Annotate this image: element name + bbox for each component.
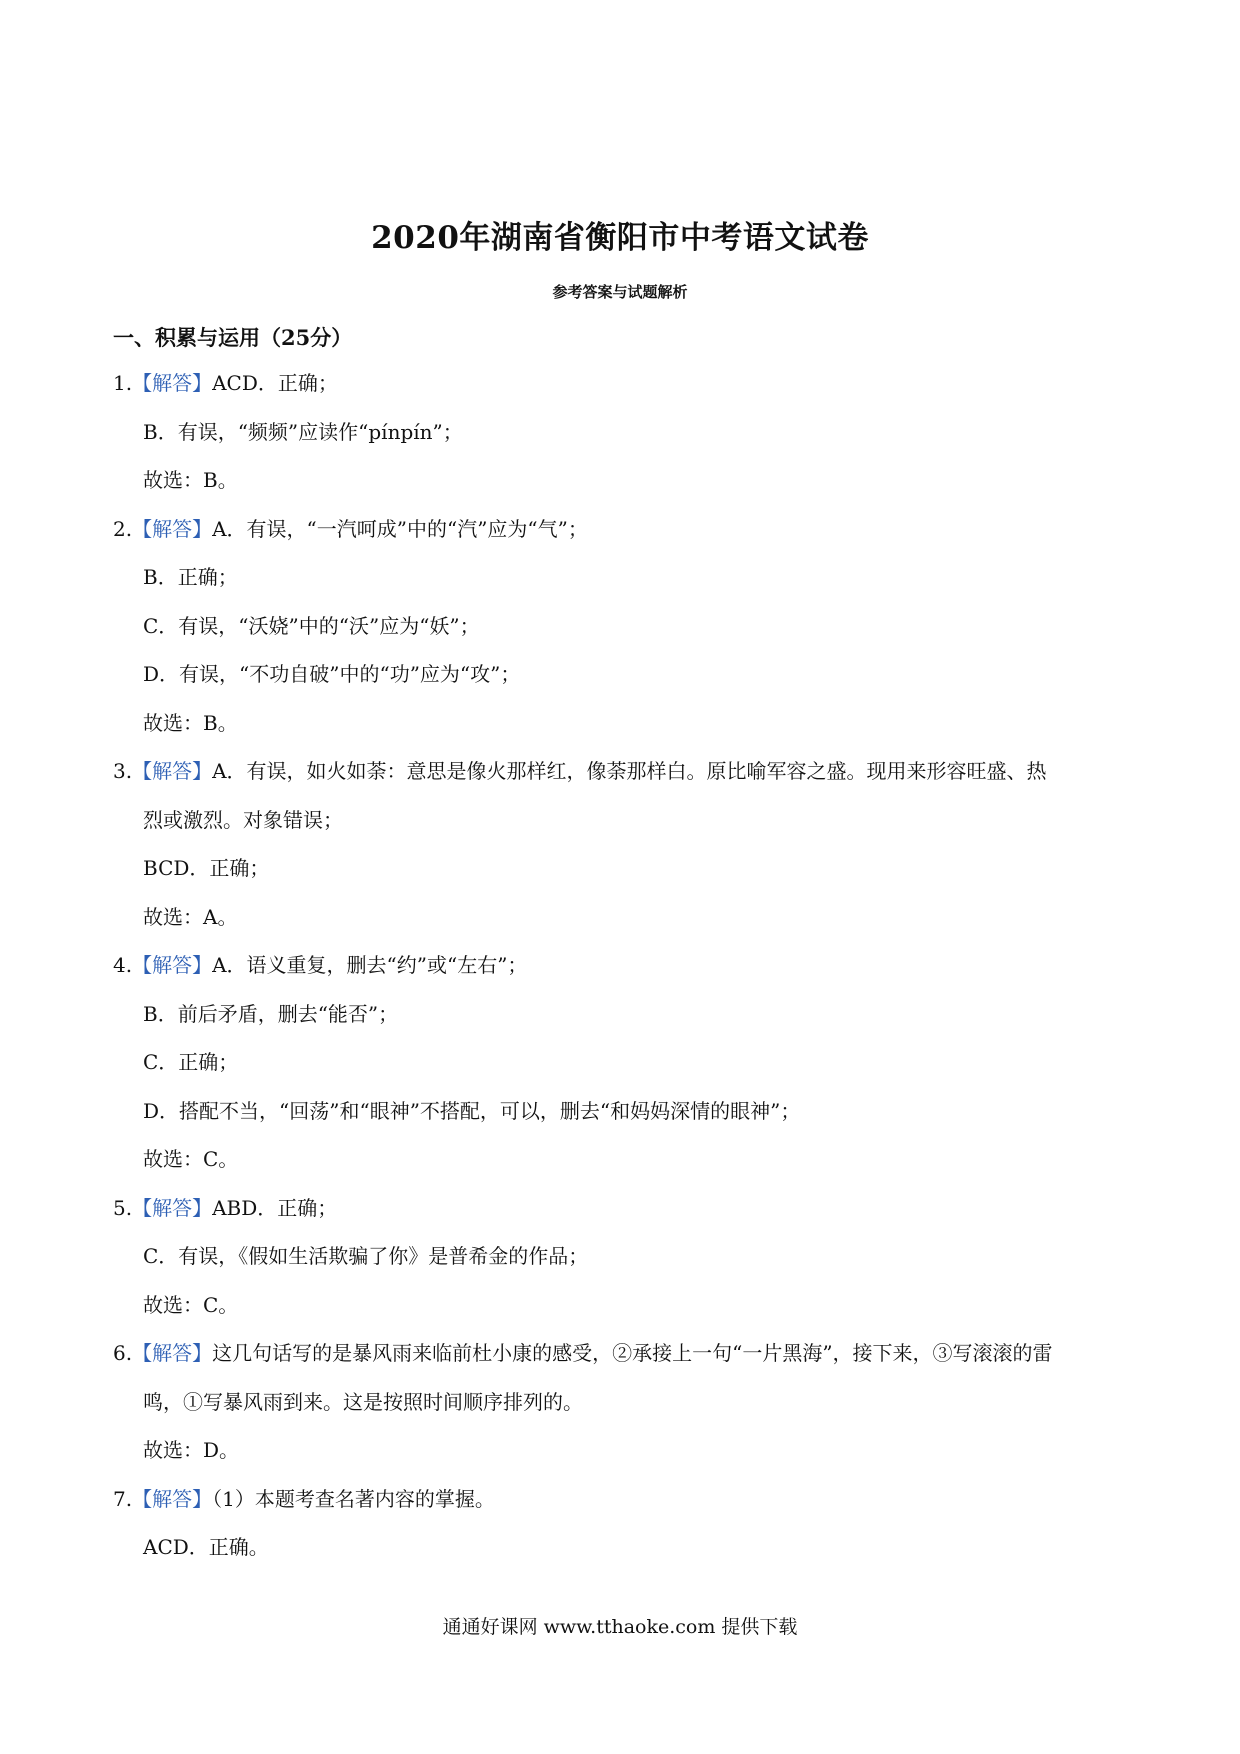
answer-text: D．有误，“不功自破”中的“功”应为“攻”； [143,662,521,686]
answer-list [113,365,1133,1578]
answer-line [113,899,1133,948]
answer-line [113,1432,1133,1481]
answer-tag: 【解答】 [132,371,213,395]
answer-tag: 【解答】 [132,1341,213,1365]
answer-text: A．有误，“一汽呵成”中的“汽”应为“气”； [212,516,588,541]
question-number: 5. [113,1195,133,1220]
answer-text: C．有误，“沃娆”中的“沃”应为“妖”； [143,613,480,638]
answer-text: B．前后矛盾，删去“能否”； [143,1001,399,1026]
answer-text: 烈或激烈。对象错误； [143,807,343,832]
question-number: 7. [113,1486,133,1511]
answer-text: 故选：B。 [143,468,238,492]
answer-line [113,1238,1133,1287]
answer-text: 这几句话写的是暴风雨来临前杜小康的感受，②承接上一句“一片黑海”，接下来，③写滚滚的雷 [212,1341,1053,1365]
answer-text: B．正确； [143,565,238,589]
answer-line [113,414,1133,463]
answer-text: A．有误，如火如荼：意思是像火那样红，像荼那样白。原比喻军容之盛。现用来形容旺盛、热 [212,759,1047,783]
answer-line [113,1190,1133,1239]
answer-text: 故选：D。 [143,1438,240,1462]
answer-line [113,947,1133,996]
page-footer: 通通好课网 www.tthaoke.com 提供下载 [442,1616,798,1638]
answer-tag: 【解答】 [132,516,213,541]
answer-line [113,462,1133,511]
section-heading: 一、积累与运用（25分） [113,325,353,350]
question-number: 6. [113,1341,133,1365]
answer-line [113,1335,1133,1384]
answer-text: 故选：C。 [143,1147,239,1171]
answer-line [113,1287,1133,1336]
answer-line [113,559,1133,608]
answer-line [113,753,1133,802]
question-number: 1. [113,371,133,395]
answer-text: 鸣，①写暴风雨到来。这是按照时间顺序排列的。 [143,1389,583,1414]
question-number: 3. [113,759,133,783]
answer-tag: 【解答】 [132,953,213,977]
answer-text: C．正确； [143,1050,239,1074]
answer-line [113,1384,1133,1433]
answer-line [113,1481,1133,1530]
answer-text: 故选：B。 [143,710,238,735]
answer-tag: 【解答】 [132,1486,213,1511]
answer-line [113,1093,1133,1142]
document-subtitle: 参考答案与试题解析 [552,283,688,301]
answer-text: C．有误，《假如生活欺骗了你》是普希金的作品； [143,1244,589,1268]
answer-text: 故选：A。 [143,904,238,929]
answer-text: B．有误，“频频”应读作“pínpín”； [143,419,463,444]
answer-text: A．语义重复，删去“约”或“左右”； [212,953,528,977]
answer-line [113,1141,1133,1190]
answer-line [113,511,1133,560]
answer-line [113,608,1133,657]
answer-line [113,850,1133,899]
answer-line [113,996,1133,1045]
answer-text: D．搭配不当，“回荡”和“眼神”不搭配，可以，删去“和妈妈深情的眼神”； [143,1098,801,1123]
question-number: 2. [113,516,133,541]
answer-text: 故选：C。 [143,1292,239,1317]
question-number: 4. [113,953,133,977]
answer-line [113,802,1133,851]
answer-line [113,1529,1133,1578]
answer-text: ACD．正确； [212,371,338,395]
answer-text: ACD．正确。 [143,1535,269,1559]
answer-text: （1）本题考查名著内容的掌握。 [212,1486,495,1511]
answer-line [113,1044,1133,1093]
document-title: 2020年湖南省衡阳市中考语文试卷 [371,220,869,256]
answer-text: BCD．正确； [143,856,270,880]
answer-line [113,365,1133,414]
answer-text: ABD．正确； [212,1195,338,1220]
answer-line [113,656,1133,705]
answer-tag: 【解答】 [132,759,213,783]
answer-line [113,705,1133,754]
answer-tag: 【解答】 [132,1195,213,1220]
